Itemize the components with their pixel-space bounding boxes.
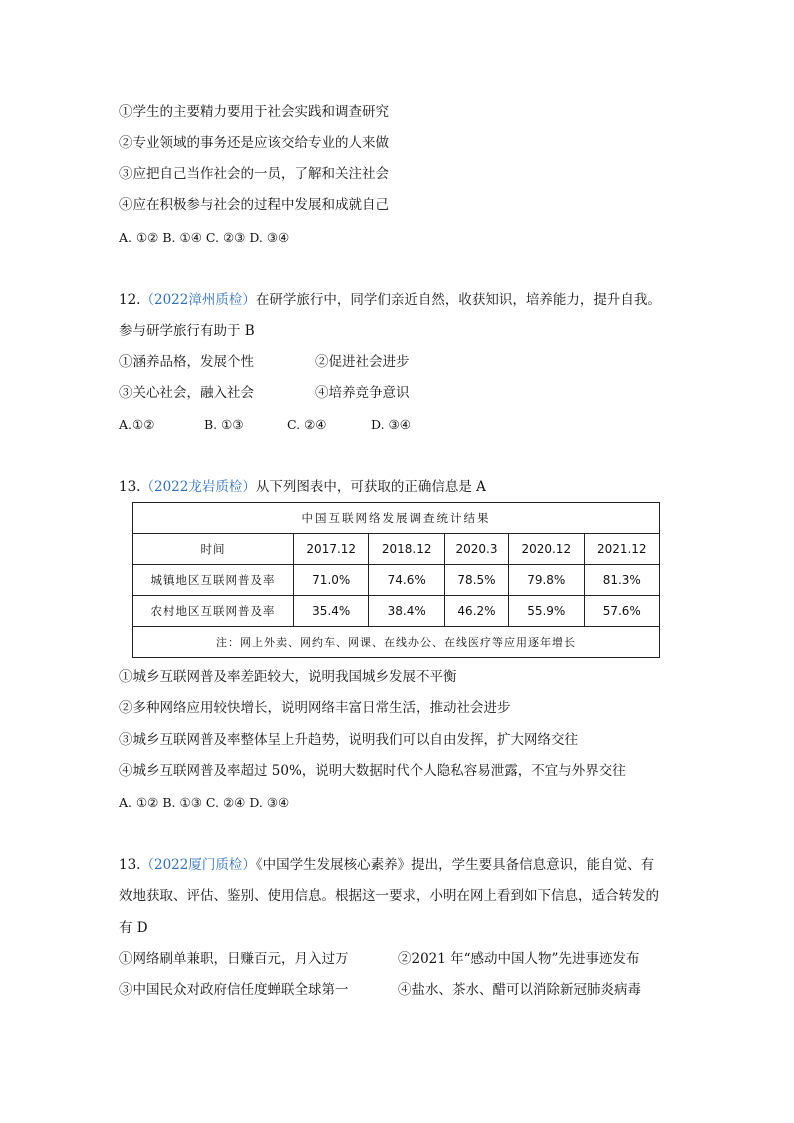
q12-choice-c: C. ②④ — [287, 417, 327, 432]
table-cell: 农村地区互联网普及率 — [133, 596, 294, 627]
q12-stem-line-2: 参与研学旅行有助于 B — [119, 323, 255, 339]
q12-option-3: ③关心社会，融入社会 — [119, 385, 254, 401]
q12-number: 12. — [119, 292, 141, 308]
q13a-stem — [119, 478, 486, 496]
table-header-cell: 2018.12 — [369, 534, 444, 565]
q12-choice-a: A.①② — [119, 417, 155, 432]
q13a-option-4: ④城乡互联网普及率超过 50%，说明大数据时代个人隐私容易泄露，不宜与外界交往 — [119, 763, 626, 779]
q13b-stem-line-1 — [119, 856, 654, 874]
q13b-option-2: ②2021 年“感动中国人物”先进事迹发布 — [398, 951, 640, 967]
table-cell: 55.9% — [509, 596, 584, 627]
table-cell: 46.2% — [444, 596, 508, 627]
q12-stem-line-1 — [119, 291, 661, 309]
q13b-source: （2022厦门质检） — [140, 857, 256, 873]
q13b-stem-line-3: 有 D — [119, 920, 148, 936]
table-cell: 81.3% — [584, 565, 660, 596]
q13b-number: 13. — [119, 857, 141, 873]
table-cell: 城镇地区互联网普及率 — [133, 565, 294, 596]
table-cell: 79.8% — [509, 565, 584, 596]
table-row — [133, 565, 660, 596]
q13a-number: 13. — [119, 479, 141, 495]
table-row — [133, 596, 660, 627]
table-cell: 78.5% — [444, 565, 508, 596]
q12-option-4: ④培养竞争意识 — [315, 385, 410, 401]
table-header-cell: 时间 — [133, 534, 294, 565]
q11-option-4: ④应在积极参与社会的过程中发展和成就自己 — [119, 197, 389, 213]
table-caption-row — [133, 503, 660, 534]
q12-stem-text: 在研学旅行中，同学们亲近自然，收获知识，培养能力，提升自我。 — [255, 292, 661, 308]
table-header-cell: 2021.12 — [584, 534, 660, 565]
table-note: 注：网上外卖、网约车、网课、在线办公、在线医疗等应用逐年增长 — [133, 627, 660, 658]
table-cell: 71.0% — [294, 565, 369, 596]
q13b-option-1: ①网络刷单兼职，日赚百元，月入过万 — [119, 951, 349, 967]
q13a-option-1: ①城乡互联网普及率差距较大，说明我国城乡发展不平衡 — [119, 669, 457, 685]
q12-option-1: ①涵养品格，发展个性 — [119, 354, 254, 370]
table-header-cell: 2017.12 — [294, 534, 369, 565]
q13b-stem-text: 《中国学生发展核心素养》提出，学生要具备信息意识，能自觉、有 — [255, 857, 655, 873]
q12-option-2: ②促进社会进步 — [315, 354, 410, 370]
table-header-cell: 2020.3 — [444, 534, 508, 565]
table-caption: 中国互联网络发展调查统计结果 — [133, 503, 660, 534]
q13a-stem-text: 从下列图表中，可获取的正确信息是 A — [255, 479, 486, 495]
q13a-option-2: ②多种网络应用较快增长，说明网络丰富日常生活，推动社会进步 — [119, 700, 511, 716]
table-cell: 35.4% — [294, 596, 369, 627]
q13b-option-3: ③中国民众对政府信任度蝉联全球第一 — [119, 982, 349, 998]
q12-source: （2022漳州质检） — [140, 292, 256, 308]
q11-choices: A. ①② B. ①④ C. ②③ D. ③④ — [119, 230, 290, 245]
q13a-choices: A. ①② B. ①③ C. ②④ D. ③④ — [119, 795, 290, 810]
q11-option-1: ①学生的主要精力要用于社会实践和调查研究 — [119, 104, 389, 120]
q13a-option-3: ③城乡互联网普及率整体呈上升趋势，说明我们可以自由发挥，扩大网络交往 — [119, 732, 578, 748]
q11-option-2: ②专业领域的事务还是应该交给专业的人来做 — [119, 135, 389, 151]
table-header-cell: 2020.12 — [509, 534, 584, 565]
q13a-source: （2022龙岩质检） — [140, 479, 256, 495]
table-cell: 38.4% — [369, 596, 444, 627]
table-header-row — [133, 534, 660, 565]
table-cell: 57.6% — [584, 596, 660, 627]
q13b-option-4: ④盐水、茶水、醋可以消除新冠肺炎病毒 — [398, 982, 641, 998]
q12-choice-b: B. ①③ — [204, 417, 244, 432]
table-note-row — [133, 627, 660, 658]
q11-option-3: ③应把自己当作社会的一员，了解和关注社会 — [119, 166, 389, 182]
table-cell: 74.6% — [369, 565, 444, 596]
q13b-stem-line-2: 效地获取、评估、鉴别、使用信息。根据这一要求，小明在网上看到如下信息，适合转发的 — [119, 888, 659, 904]
q12-choice-d: D. ③④ — [371, 417, 411, 432]
statistics-table — [132, 502, 660, 658]
